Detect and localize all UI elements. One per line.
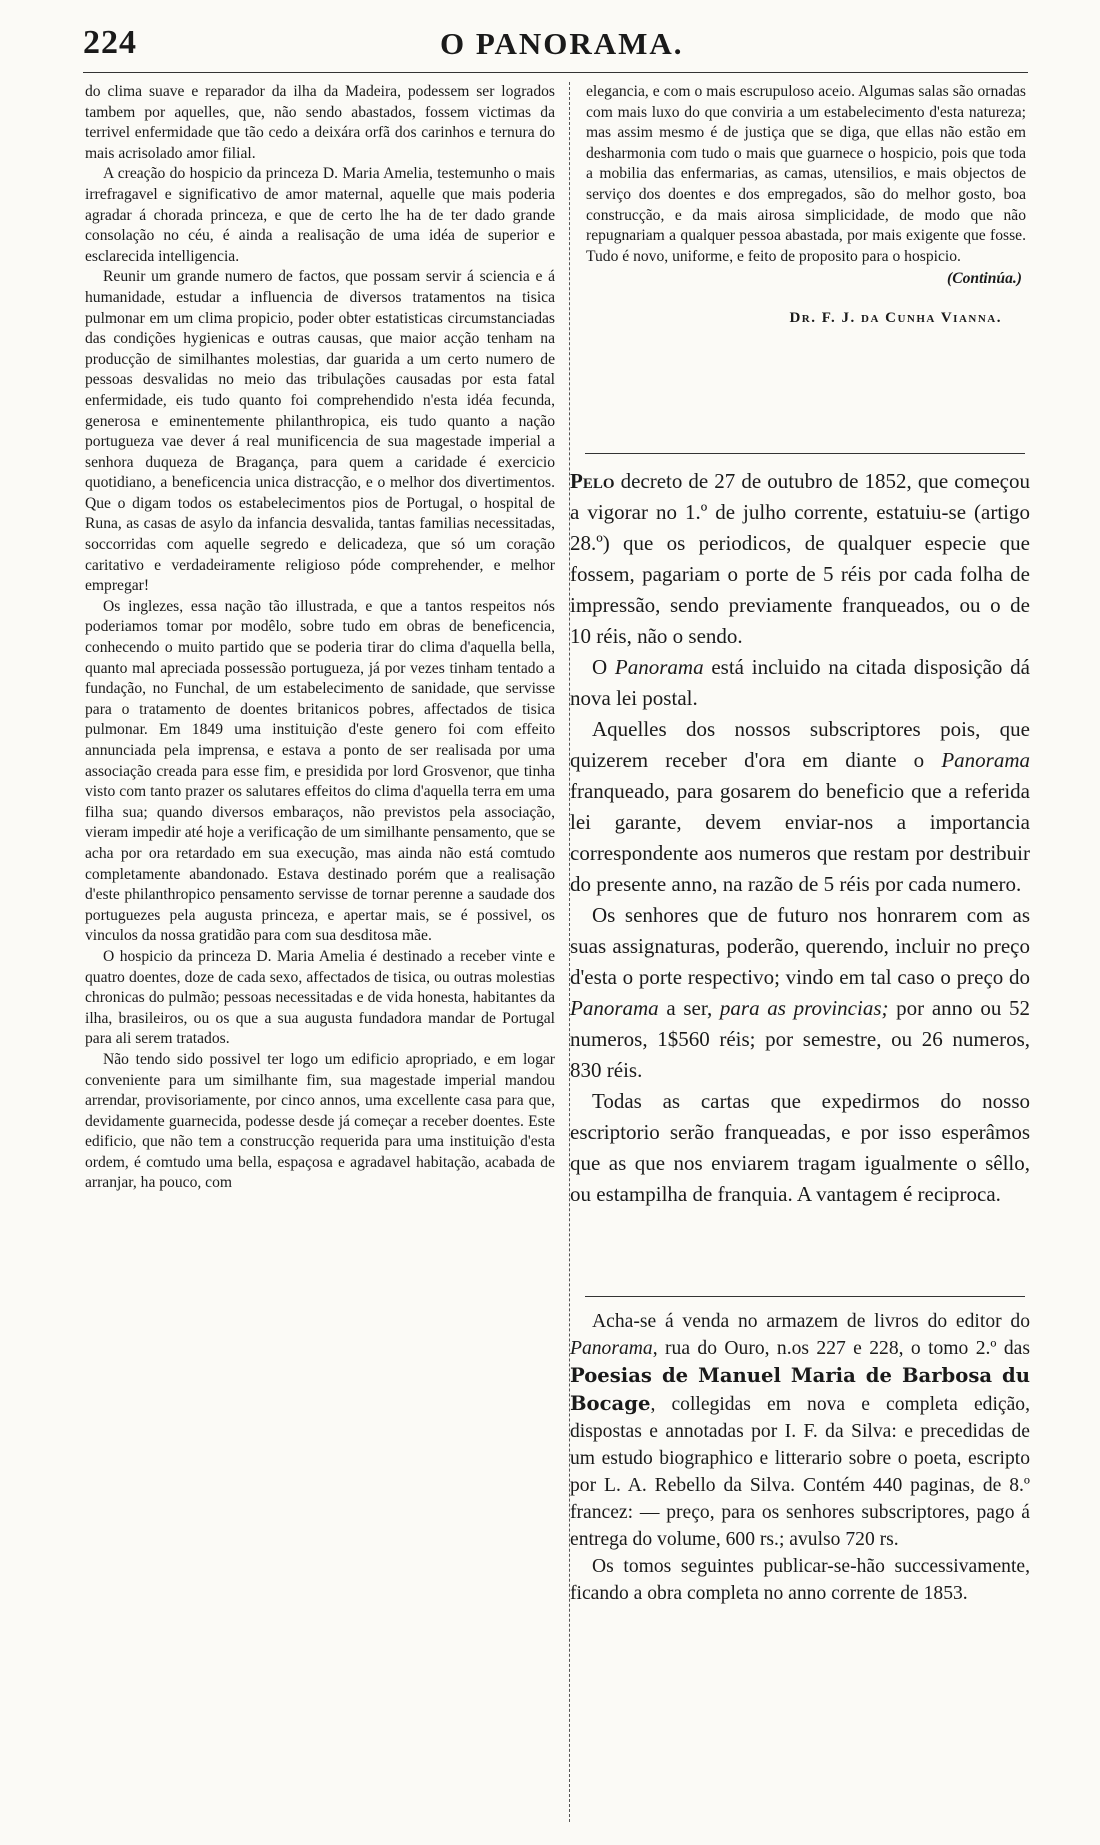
author-signature: Dr. F. J. da Cunha Vianna.	[789, 309, 1002, 326]
paragraph: do clima suave e reparador da ilha da Madeira, podessem ser logrados tambem por aquelles, que, não sendo abastados, fossem victimas da terrivel enfermidade que tão cedo a deixára orfã dos carinhos e ternura do mais acrisolado amor filial.	[85, 83, 555, 162]
continua-note: (Continúa.)	[947, 270, 1022, 288]
paragraph: Não tendo sido possivel ter logo um edificio apropriado, e em logar conveniente para um similhante fim, sua magestade imperial mandou arrendar, provisoriamente, por cinco annos, uma excellente casa para que, devidamente guarnecida, podesse desde já começar a receber doentes. Este edificio, que não tem a construcção requerida para uma instituição d'esta ordem, é comtudo uma bella, espaçosa e agradavel habitação, acabada de arranjar, ha pouco, com	[85, 1050, 555, 1192]
page-header	[0, 18, 1100, 68]
page-number: 224	[83, 24, 137, 61]
notice-paragraph: Os senhores que de futuro nos honrarem com as suas assignaturas, poderão, querendo, incluir no preço d'esta o porte respectivo; vindo em tal caso o preço do Panorama a ser, para as provincias; por anno ou 52 numeros, 1$560 réis; por semestre, ou 26 numeros, 830 réis.	[570, 903, 1030, 1082]
paragraph: A creação do hospicio da princeza D. Maria Amelia, testemunho o mais irrefragavel e significativo de amor maternal, aquelle que mais poderia agradar á chorada princeza, e que de certo lhe ha de ter dado grande consolação no céu, é ainda a realisação de uma idéa de superior e esclarecida intelligencia.	[85, 165, 555, 265]
notice-lead-word: Pelo	[570, 469, 615, 493]
notice-paragraph: O Panorama está incluido na citada disposição dá nova lei postal.	[570, 655, 1030, 710]
advert-paragraph: Acha-se á venda no armazem de livros do editor do Panorama, rua do Ouro, n.os 227 e 228, o tomo 2.º das Poesias de Manuel Maria de Barbosa du Bocage, collegidas em nova e completa edição, dispostas e annotadas por I. F. da Silva: e precedidas de um estudo biographico e litterario sobre o poeta, escripto por L. A. Rebello da Silva. Contém 440 paginas, de 8.º francez: — preço, para os senhores subscriptores, pago á entrega do volume, 600 rs.; avulso 720 rs.	[570, 1311, 1030, 1550]
book-title: Poesias de Manuel Maria de Barbosa du Bocage	[570, 1364, 1030, 1415]
journal-title: O PANORAMA.	[440, 26, 684, 61]
paragraph: Reunir um grande numero de factos, que possam servir á sciencia e á humanidade, estudar a influencia de diversos tratamentos na tisica pulmonar em um clima propicio, poder obter estatisticas circumstanciadas das condições hygienicas e outras causas, que maior acção tenham na producção de similhantes molestias, dar guarida a um certo numero de pessoas desvalidas no meio das tribulações causadas por esta fatal enfermidade, eis tudo quanto foi comprehendido n'esta idéa fecunda, generosa e eminentemente philanthropica, eis tudo quanto a nação portugueza vae dever á real munificencia de sua magestade imperial a senhora duqueza de Bragança, para quem a caridade é exercicio quotidiano, a beneficencia unica distracção, e o melhor dos divertimentos. Que o digam todos os estabelecimentos pios de Portugal, o hospital de Runa, as casas de asylo da infancia desvalida, tantas familias necessitadas, soccorridas com aquelle segredo e delicadeza, que só um coração caritativo e verdadeiramente religioso póde comprehender, e melhor empregar!	[85, 268, 555, 595]
article-continuation	[586, 82, 1026, 329]
section-rule	[585, 453, 1025, 454]
advert-paragraph: Os tomos seguintes publicar-se-hão successivamente, ficando a obra completa no anno corrente de 1853.	[570, 1556, 1030, 1604]
paragraph: elegancia, e com o mais escrupuloso aceio. Algumas salas são ornadas com mais luxo do que conviria a um estabelecimento d'esta natureza; mas assim mesmo é de justiça que se diga, que ellas não estão em desharmonia com tudo o mais que guarnece o hospicio, pois que toda a mobilia das enfermarias, as camas, utensilios, e mais objectos de serviço dos doentes e dos empregados, são do melhor gosto, boa construcção, e da mais airosa simplicidade, de modo que não repugnariam a qualquer pessoa abastada, por mais exigente que fosse. Tudo é novo, uniforme, e feito de proposito para o hospicio.	[586, 83, 1026, 265]
notice-paragraph: Todas as cartas que expedirmos do nosso escriptorio serão franqueadas, e por isso esperâmos que as que nos enviarem tragam igualmente o sêllo, ou estampilha de franquia. A vantagem é reciproca.	[570, 1089, 1030, 1206]
paragraph: O hospicio da princeza D. Maria Amelia é destinado a receber vinte e quatro doentes, doze de cada sexo, affectados de tisica, ou outras molestias chronicas do pulmão; pessoas necessitadas e de vida honesta, habitantes da ilha, brasileiros, ou os que a sua augusta fundadora mandar de Portugal para ali serem tratados.	[85, 947, 555, 1048]
notice-paragraph: Aquelles dos nossos subscriptores pois, que quizerem receber d'ora em diante o Panorama franqueado, para gosarem do beneficio que a referida lei garante, devem enviar-nos a importancia correspondente aos numeros que restam por destribuir do presente anno, na razão de 5 réis por cada numero.	[570, 717, 1030, 896]
postal-notice	[570, 466, 1030, 1210]
header-rule	[83, 72, 1028, 73]
book-advertisement	[570, 1308, 1030, 1607]
paragraph: Os inglezes, essa nação tão illustrada, e que a tantos respeitos nós poderiamos tomar por modêlo, sobre tudo em obras de beneficencia, conhecendo o muito partido que se poderia tirar do clima d'aquella bella, quanto mal apreciada possessão portugueza, já por vezes tinham tentado a fundação, no Funchal, de um estabelecimento de sanidade, que servisse para o tratamento de doentes britanicos pobres, affectados de tisica pulmonar. Em 1849 uma instituição d'este genero foi com effeito annunciada pela imprensa, e estava a ponto de ser realisada por uma associação creada para esse fim, e presidida por lord Grosvenor, que tinha visto com tanto prazer os salutares effeitos do clima d'aquella terra em uma filha sua; quando diversos embaraços, não previstos pela associação, vieram impedir até hoje a verificação de um similhante pensamento, que se acha por ora retardado em sua execução, mas ainda não está comtudo completamente abandonado. Estava destinado porém que a realisação d'este philanthropico pensamento servisse de tornar perenne a saudade dos portuguezes pela augusta princeza, e apertar mais, se é possivel, os vinculos da nossa gratidão para com sua desditosa mãe.	[85, 597, 555, 945]
notice-paragraph: Pelo decreto de 27 de outubro de 1852, que começou a vigorar no 1.º de julho corrente, estatuiu-se (artigo 28.º) que os periodicos, de qualquer especie que fossem, pagariam o porte de 5 réis por cada folha de impressão, sendo previamente franqueados, ou o de 10 réis, não o sendo.	[570, 469, 1030, 648]
section-rule	[585, 1296, 1025, 1297]
left-column	[85, 82, 555, 1194]
